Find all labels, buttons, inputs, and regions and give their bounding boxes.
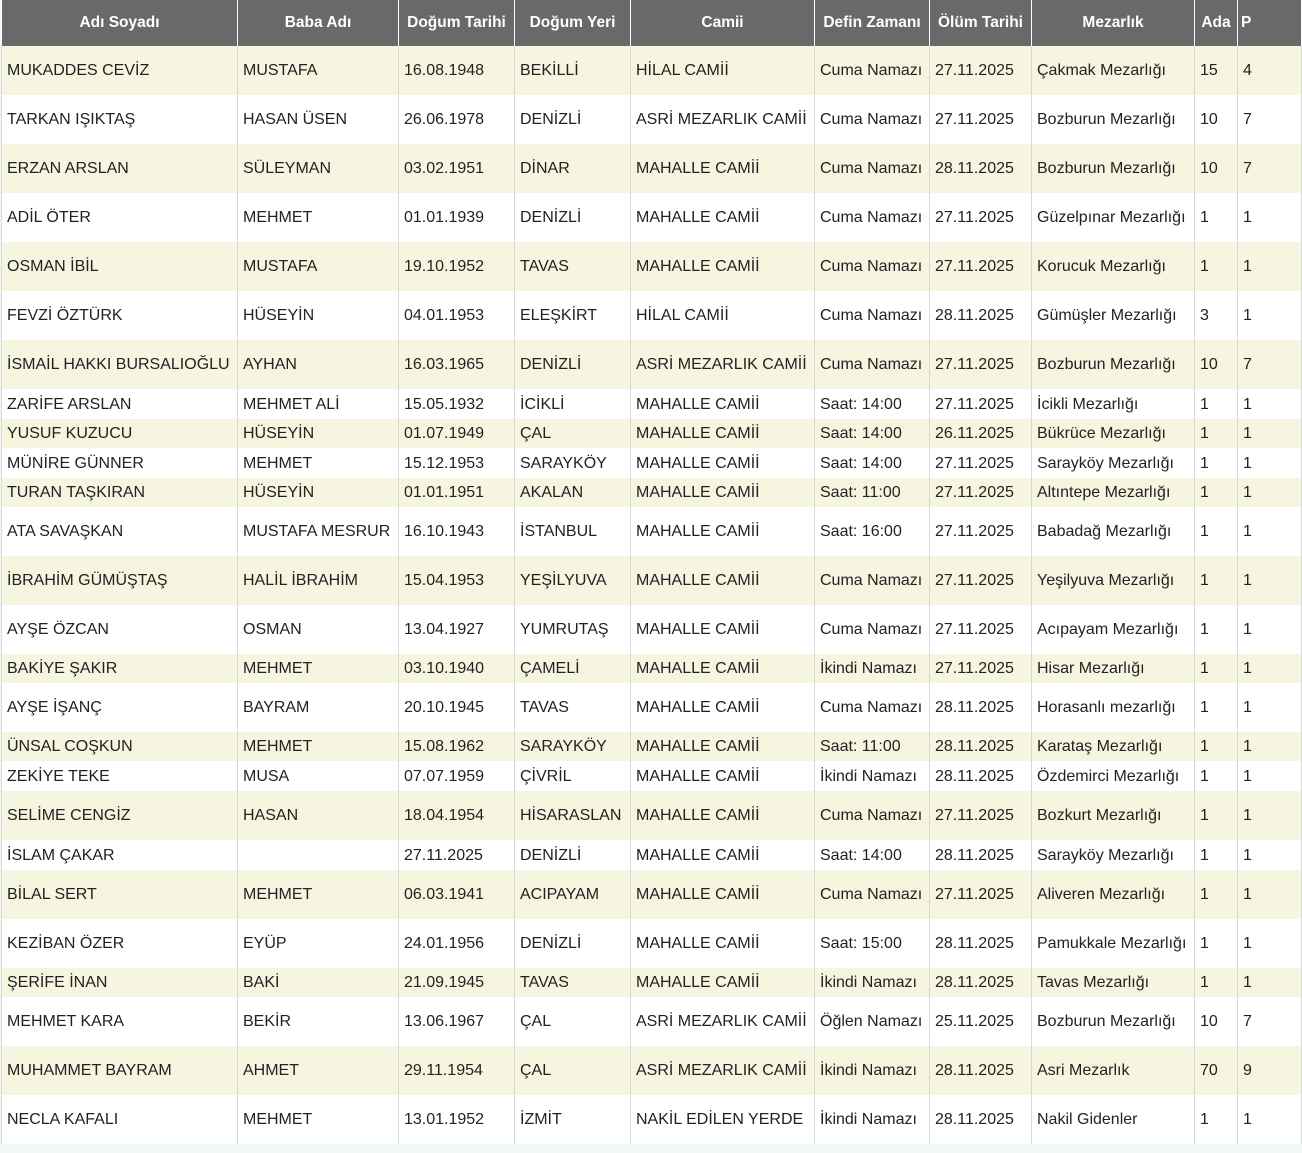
- cell-burial-time: Saat: 11:00: [815, 478, 930, 507]
- cell-death-date: 27.11.2025: [930, 870, 1032, 919]
- funeral-list-table: [1, 0, 1302, 1144]
- cell-mosque: MAHALLE CAMİİ: [631, 478, 815, 507]
- cell-father-name: BEKİR: [238, 997, 399, 1046]
- cell-ada: 10: [1195, 997, 1238, 1046]
- cell-father-name: BAKİ: [238, 968, 399, 997]
- cell-birth-date: 15.12.1953: [399, 448, 515, 478]
- cell-parsel: 1: [1238, 683, 1302, 732]
- cell-death-date: 28.11.2025: [930, 1046, 1032, 1095]
- cell-ada: 1: [1195, 193, 1238, 242]
- cell-death-date: 27.11.2025: [930, 478, 1032, 507]
- cell-burial-time: Saat: 14:00: [815, 840, 930, 870]
- table-row[interactable]: [2, 419, 1302, 448]
- cell-birth-place: YUMRUTAŞ: [515, 605, 631, 654]
- cell-ada: 1: [1195, 968, 1238, 997]
- cell-cemetery: Pamukkale Mezarlığı: [1032, 919, 1195, 968]
- column-header-burial-time[interactable]: Defin Zamanı: [815, 0, 930, 46]
- cell-birth-date: 07.07.1959: [399, 761, 515, 791]
- cell-cemetery: Korucuk Mezarlığı: [1032, 242, 1195, 291]
- table-row[interactable]: [2, 997, 1302, 1046]
- cell-death-date: 27.11.2025: [930, 340, 1032, 389]
- cell-mosque: MAHALLE CAMİİ: [631, 193, 815, 242]
- cell-death-date: 27.11.2025: [930, 389, 1032, 419]
- cell-birth-date: 13.01.1952: [399, 1095, 515, 1144]
- cell-parsel: 1: [1238, 507, 1302, 556]
- table-row[interactable]: [2, 507, 1302, 556]
- cell-ada: 1: [1195, 840, 1238, 870]
- cell-burial-time: Cuma Namazı: [815, 242, 930, 291]
- cell-burial-time: Saat: 14:00: [815, 419, 930, 448]
- cell-cemetery: Bozkurt Mezarlığı: [1032, 791, 1195, 840]
- cell-birth-place: YEŞİLYUVA: [515, 556, 631, 605]
- cell-birth-date: 20.10.1945: [399, 683, 515, 732]
- cell-cemetery: Yeşilyuva Mezarlığı: [1032, 556, 1195, 605]
- cell-mosque: MAHALLE CAMİİ: [631, 840, 815, 870]
- cell-cemetery: Sarayköy Mezarlığı: [1032, 840, 1195, 870]
- cell-cemetery: Sarayköy Mezarlığı: [1032, 448, 1195, 478]
- cell-burial-time: İkindi Namazı: [815, 1046, 930, 1095]
- cell-parsel: 1: [1238, 654, 1302, 683]
- cell-mosque: MAHALLE CAMİİ: [631, 654, 815, 683]
- cell-birth-place: BEKİLLİ: [515, 46, 631, 95]
- cell-ada: 1: [1195, 791, 1238, 840]
- cell-burial-time: Saat: 14:00: [815, 448, 930, 478]
- cell-mosque: HİLAL CAMİİ: [631, 46, 815, 95]
- cell-death-date: 28.11.2025: [930, 683, 1032, 732]
- cell-birth-place: TAVAS: [515, 242, 631, 291]
- cell-birth-place: İSTANBUL: [515, 507, 631, 556]
- cell-burial-time: İkindi Namazı: [815, 1095, 930, 1144]
- cell-mosque: MAHALLE CAMİİ: [631, 556, 815, 605]
- cell-birth-date: 01.07.1949: [399, 419, 515, 448]
- cell-parsel: 7: [1238, 144, 1302, 193]
- cell-burial-time: Saat: 14:00: [815, 389, 930, 419]
- table-row[interactable]: [2, 919, 1302, 968]
- cell-death-date: 27.11.2025: [930, 448, 1032, 478]
- cell-death-date: 28.11.2025: [930, 840, 1032, 870]
- cell-parsel: 1: [1238, 389, 1302, 419]
- column-header-cemetery[interactable]: Mezarlık: [1032, 0, 1195, 46]
- cell-parsel: 4: [1238, 46, 1302, 95]
- cell-ada: 1: [1195, 1095, 1238, 1144]
- cell-mosque: MAHALLE CAMİİ: [631, 761, 815, 791]
- cell-cemetery: Çakmak Mezarlığı: [1032, 46, 1195, 95]
- table-row[interactable]: [2, 556, 1302, 605]
- cell-parsel: 1: [1238, 968, 1302, 997]
- table-row[interactable]: [2, 683, 1302, 732]
- cell-father-name: MEHMET: [238, 732, 399, 761]
- cell-ada: 1: [1195, 870, 1238, 919]
- cell-ada: 1: [1195, 683, 1238, 732]
- cell-name: OSMAN İBİL: [2, 242, 238, 291]
- cell-burial-time: İkindi Namazı: [815, 968, 930, 997]
- cell-burial-time: Cuma Namazı: [815, 556, 930, 605]
- cell-burial-time: Cuma Namazı: [815, 144, 930, 193]
- cell-parsel: 1: [1238, 1095, 1302, 1144]
- cell-ada: 1: [1195, 448, 1238, 478]
- cell-ada: 1: [1195, 419, 1238, 448]
- cell-ada: 15: [1195, 46, 1238, 95]
- column-header-parsel[interactable]: P: [1238, 0, 1302, 46]
- cell-name: ZEKİYE TEKE: [2, 761, 238, 791]
- cell-birth-date: 13.04.1927: [399, 605, 515, 654]
- cell-father-name: AYHAN: [238, 340, 399, 389]
- cell-name: ATA SAVAŞKAN: [2, 507, 238, 556]
- cell-birth-date: 15.05.1932: [399, 389, 515, 419]
- cell-mosque: MAHALLE CAMİİ: [631, 419, 815, 448]
- cell-cemetery: Asri Mezarlık: [1032, 1046, 1195, 1095]
- cell-name: ADİL ÖTER: [2, 193, 238, 242]
- cell-name: ŞERİFE İNAN: [2, 968, 238, 997]
- cell-death-date: 27.11.2025: [930, 46, 1032, 95]
- cell-birth-date: 03.10.1940: [399, 654, 515, 683]
- column-header-name[interactable]: Adı Soyadı: [2, 0, 238, 46]
- cell-birth-place: ÇİVRİL: [515, 761, 631, 791]
- cell-ada: 10: [1195, 340, 1238, 389]
- cell-death-date: 28.11.2025: [930, 919, 1032, 968]
- cell-parsel: 7: [1238, 340, 1302, 389]
- cell-ada: 1: [1195, 605, 1238, 654]
- column-header-birth-date[interactable]: Doğum Tarihi: [399, 0, 515, 46]
- table-row[interactable]: [2, 654, 1302, 683]
- cell-cemetery: Altıntepe Mezarlığı: [1032, 478, 1195, 507]
- cell-death-date: 27.11.2025: [930, 791, 1032, 840]
- cell-burial-time: Cuma Namazı: [815, 46, 930, 95]
- table-row[interactable]: [2, 291, 1302, 340]
- table-row[interactable]: [2, 968, 1302, 997]
- cell-death-date: 27.11.2025: [930, 242, 1032, 291]
- cell-birth-place: HİSARASLAN: [515, 791, 631, 840]
- cell-death-date: 25.11.2025: [930, 997, 1032, 1046]
- cell-death-date: 27.11.2025: [930, 507, 1032, 556]
- cell-birth-place: TAVAS: [515, 683, 631, 732]
- column-header-ada[interactable]: Ada: [1195, 0, 1238, 46]
- cell-cemetery: Gümüşler Mezarlığı: [1032, 291, 1195, 340]
- cell-cemetery: Aliveren Mezarlığı: [1032, 870, 1195, 919]
- cell-parsel: 1: [1238, 840, 1302, 870]
- cell-name: ZARİFE ARSLAN: [2, 389, 238, 419]
- table-row[interactable]: [2, 144, 1302, 193]
- cell-father-name: HASAN ÜSEN: [238, 95, 399, 144]
- cell-birth-date: 21.09.1945: [399, 968, 515, 997]
- cell-mosque: MAHALLE CAMİİ: [631, 732, 815, 761]
- cell-death-date: 28.11.2025: [930, 291, 1032, 340]
- cell-burial-time: Saat: 15:00: [815, 919, 930, 968]
- cell-father-name: MUSTAFA: [238, 242, 399, 291]
- table-row[interactable]: [2, 46, 1302, 95]
- cell-name: BAKİYE ŞAKIR: [2, 654, 238, 683]
- column-header-birth-place[interactable]: Doğum Yeri: [515, 0, 631, 46]
- cell-parsel: 1: [1238, 448, 1302, 478]
- cell-cemetery: Acıpayam Mezarlığı: [1032, 605, 1195, 654]
- table-row[interactable]: [2, 478, 1302, 507]
- cell-ada: 1: [1195, 919, 1238, 968]
- cell-burial-time: Cuma Namazı: [815, 340, 930, 389]
- table-row[interactable]: [2, 389, 1302, 419]
- cell-parsel: 7: [1238, 997, 1302, 1046]
- cell-cemetery: Hisar Mezarlığı: [1032, 654, 1195, 683]
- table-row[interactable]: [2, 605, 1302, 654]
- cell-burial-time: Cuma Namazı: [815, 605, 930, 654]
- cell-cemetery: Bozburun Mezarlığı: [1032, 95, 1195, 144]
- cell-ada: 1: [1195, 732, 1238, 761]
- cell-mosque: MAHALLE CAMİİ: [631, 968, 815, 997]
- cell-death-date: 28.11.2025: [930, 732, 1032, 761]
- cell-mosque: MAHALLE CAMİİ: [631, 791, 815, 840]
- cell-parsel: 1: [1238, 870, 1302, 919]
- table-row[interactable]: [2, 761, 1302, 791]
- cell-cemetery: Karataş Mezarlığı: [1032, 732, 1195, 761]
- cell-burial-time: Cuma Namazı: [815, 193, 930, 242]
- cell-mosque: MAHALLE CAMİİ: [631, 242, 815, 291]
- cell-mosque: ASRİ MEZARLIK CAMİİ: [631, 95, 815, 144]
- cell-cemetery: Bozburun Mezarlığı: [1032, 144, 1195, 193]
- cell-father-name: MUSTAFA: [238, 46, 399, 95]
- cell-name: NECLA KAFALI: [2, 1095, 238, 1144]
- table-row[interactable]: [2, 791, 1302, 840]
- cell-birth-place: İZMİT: [515, 1095, 631, 1144]
- cell-ada: 1: [1195, 761, 1238, 791]
- cell-mosque: MAHALLE CAMİİ: [631, 683, 815, 732]
- cell-mosque: MAHALLE CAMİİ: [631, 389, 815, 419]
- cell-name: YUSUF KUZUCU: [2, 419, 238, 448]
- cell-mosque: HİLAL CAMİİ: [631, 291, 815, 340]
- cell-mosque: MAHALLE CAMİİ: [631, 870, 815, 919]
- table-row[interactable]: [2, 732, 1302, 761]
- cell-mosque: MAHALLE CAMİİ: [631, 919, 815, 968]
- cell-cemetery: Bükrüce Mezarlığı: [1032, 419, 1195, 448]
- cell-birth-date: 03.02.1951: [399, 144, 515, 193]
- cell-burial-time: Cuma Namazı: [815, 291, 930, 340]
- cell-parsel: 9: [1238, 1046, 1302, 1095]
- cell-name: AYŞE ÖZCAN: [2, 605, 238, 654]
- cell-birth-place: TAVAS: [515, 968, 631, 997]
- cell-parsel: 1: [1238, 732, 1302, 761]
- table-row[interactable]: [2, 340, 1302, 389]
- cell-mosque: MAHALLE CAMİİ: [631, 448, 815, 478]
- cell-birth-place: DENİZLİ: [515, 919, 631, 968]
- cell-burial-time: Cuma Namazı: [815, 683, 930, 732]
- cell-death-date: 26.11.2025: [930, 419, 1032, 448]
- cell-name: TARKAN IŞIKTAŞ: [2, 95, 238, 144]
- column-header-father-name[interactable]: Baba Adı: [238, 0, 399, 46]
- cell-birth-date: 16.10.1943: [399, 507, 515, 556]
- cell-burial-time: Saat: 16:00: [815, 507, 930, 556]
- cell-ada: 3: [1195, 291, 1238, 340]
- table-body: [2, 46, 1302, 1144]
- cell-death-date: 27.11.2025: [930, 193, 1032, 242]
- cell-name: ERZAN ARSLAN: [2, 144, 238, 193]
- cell-father-name: HASAN: [238, 791, 399, 840]
- cell-father-name: MEHMET: [238, 193, 399, 242]
- cell-father-name: SÜLEYMAN: [238, 144, 399, 193]
- cell-mosque: ASRİ MEZARLIK CAMİİ: [631, 340, 815, 389]
- cell-ada: 70: [1195, 1046, 1238, 1095]
- cell-death-date: 27.11.2025: [930, 605, 1032, 654]
- cell-cemetery: İcikli Mezarlığı: [1032, 389, 1195, 419]
- cell-cemetery: Özdemirci Mezarlığı: [1032, 761, 1195, 791]
- table-row[interactable]: [2, 193, 1302, 242]
- cell-parsel: 1: [1238, 605, 1302, 654]
- cell-birth-place: ELEŞKİRT: [515, 291, 631, 340]
- cell-birth-date: 27.11.2025: [399, 840, 515, 870]
- cell-death-date: 28.11.2025: [930, 1095, 1032, 1144]
- table-row[interactable]: [2, 242, 1302, 291]
- cell-father-name: HALİL İBRAHİM: [238, 556, 399, 605]
- column-header-death-date[interactable]: Ölüm Tarihi: [930, 0, 1032, 46]
- cell-name: MÜNİRE GÜNNER: [2, 448, 238, 478]
- table-row[interactable]: [2, 1046, 1302, 1095]
- table-row[interactable]: [2, 870, 1302, 919]
- cell-ada: 1: [1195, 242, 1238, 291]
- cell-name: İSMAİL HAKKI BURSALIOĞLU: [2, 340, 238, 389]
- cell-death-date: 28.11.2025: [930, 968, 1032, 997]
- cell-ada: 10: [1195, 95, 1238, 144]
- cell-birth-place: DENİZLİ: [515, 193, 631, 242]
- cell-name: MEHMET KARA: [2, 997, 238, 1046]
- cell-birth-date: 16.08.1948: [399, 46, 515, 95]
- cell-burial-time: Cuma Namazı: [815, 95, 930, 144]
- cell-father-name: MEHMET ALİ: [238, 389, 399, 419]
- cell-parsel: 1: [1238, 761, 1302, 791]
- cell-mosque: MAHALLE CAMİİ: [631, 507, 815, 556]
- cell-birth-place: ÇAMELİ: [515, 654, 631, 683]
- cell-father-name: MEHMET: [238, 870, 399, 919]
- cell-name: KEZİBAN ÖZER: [2, 919, 238, 968]
- column-header-mosque[interactable]: Camii: [631, 0, 815, 46]
- cell-parsel: 1: [1238, 556, 1302, 605]
- cell-parsel: 1: [1238, 291, 1302, 340]
- cell-burial-time: İkindi Namazı: [815, 654, 930, 683]
- cell-burial-time: Saat: 11:00: [815, 732, 930, 761]
- cell-father-name: [238, 840, 399, 870]
- cell-birth-place: SARAYKÖY: [515, 732, 631, 761]
- cell-birth-date: 18.04.1954: [399, 791, 515, 840]
- cell-ada: 1: [1195, 389, 1238, 419]
- cell-birth-date: 26.06.1978: [399, 95, 515, 144]
- table-row[interactable]: [2, 95, 1302, 144]
- table-row[interactable]: [2, 840, 1302, 870]
- cell-cemetery: Bozburun Mezarlığı: [1032, 997, 1195, 1046]
- cell-mosque: ASRİ MEZARLIK CAMİİ: [631, 1046, 815, 1095]
- cell-cemetery: Bozburun Mezarlığı: [1032, 340, 1195, 389]
- cell-birth-date: 01.01.1939: [399, 193, 515, 242]
- cell-cemetery: Güzelpınar Mezarlığı: [1032, 193, 1195, 242]
- cell-death-date: 28.11.2025: [930, 144, 1032, 193]
- cell-name: ÜNSAL COŞKUN: [2, 732, 238, 761]
- cell-name: İBRAHİM GÜMÜŞTAŞ: [2, 556, 238, 605]
- table-row[interactable]: [2, 448, 1302, 478]
- cell-name: MUKADDES CEVİZ: [2, 46, 238, 95]
- cell-ada: 1: [1195, 478, 1238, 507]
- cell-father-name: MUSA: [238, 761, 399, 791]
- cell-burial-time: Cuma Namazı: [815, 791, 930, 840]
- cell-burial-time: İkindi Namazı: [815, 761, 930, 791]
- cell-parsel: 1: [1238, 919, 1302, 968]
- cell-father-name: AHMET: [238, 1046, 399, 1095]
- cell-birth-place: ACIPAYAM: [515, 870, 631, 919]
- cell-cemetery: Tavas Mezarlığı: [1032, 968, 1195, 997]
- cell-name: AYŞE İŞANÇ: [2, 683, 238, 732]
- cell-name: BİLAL SERT: [2, 870, 238, 919]
- cell-mosque: MAHALLE CAMİİ: [631, 605, 815, 654]
- cell-death-date: 27.11.2025: [930, 95, 1032, 144]
- cell-father-name: MEHMET: [238, 1095, 399, 1144]
- cell-ada: 1: [1195, 654, 1238, 683]
- cell-parsel: 7: [1238, 95, 1302, 144]
- cell-father-name: HÜSEYİN: [238, 478, 399, 507]
- cell-birth-place: ÇAL: [515, 997, 631, 1046]
- cell-father-name: HÜSEYİN: [238, 291, 399, 340]
- cell-ada: 1: [1195, 507, 1238, 556]
- cell-parsel: 1: [1238, 242, 1302, 291]
- cell-birth-place: SARAYKÖY: [515, 448, 631, 478]
- cell-birth-place: AKALAN: [515, 478, 631, 507]
- cell-birth-date: 01.01.1951: [399, 478, 515, 507]
- cell-birth-date: 24.01.1956: [399, 919, 515, 968]
- table-header-row: [2, 0, 1302, 46]
- cell-name: İSLAM ÇAKAR: [2, 840, 238, 870]
- cell-ada: 1: [1195, 556, 1238, 605]
- cell-father-name: HÜSEYİN: [238, 419, 399, 448]
- cell-birth-place: DENİZLİ: [515, 340, 631, 389]
- cell-birth-place: DENİZLİ: [515, 840, 631, 870]
- cell-cemetery: Nakil Gidenler: [1032, 1095, 1195, 1144]
- table-row[interactable]: [2, 1095, 1302, 1144]
- cell-name: TURAN TAŞKIRAN: [2, 478, 238, 507]
- cell-birth-date: 19.10.1952: [399, 242, 515, 291]
- cell-father-name: BAYRAM: [238, 683, 399, 732]
- cell-parsel: 1: [1238, 478, 1302, 507]
- cell-parsel: 1: [1238, 193, 1302, 242]
- cell-mosque: NAKİL EDİLEN YERDE: [631, 1095, 815, 1144]
- cell-burial-time: Cuma Namazı: [815, 870, 930, 919]
- cell-name: SELİME CENGİZ: [2, 791, 238, 840]
- cell-birth-place: ÇAL: [515, 419, 631, 448]
- cell-death-date: 27.11.2025: [930, 654, 1032, 683]
- cell-mosque: ASRİ MEZARLIK CAMİİ: [631, 997, 815, 1046]
- cell-father-name: MUSTAFA MESRUR: [238, 507, 399, 556]
- cell-birth-date: 29.11.1954: [399, 1046, 515, 1095]
- cell-birth-date: 15.04.1953: [399, 556, 515, 605]
- cell-father-name: EYÜP: [238, 919, 399, 968]
- cell-birth-place: DENİZLİ: [515, 95, 631, 144]
- cell-birth-place: İCİKLİ: [515, 389, 631, 419]
- cell-birth-date: 06.03.1941: [399, 870, 515, 919]
- cell-birth-date: 16.03.1965: [399, 340, 515, 389]
- cell-parsel: 1: [1238, 791, 1302, 840]
- cell-name: FEVZİ ÖZTÜRK: [2, 291, 238, 340]
- cell-name: MUHAMMET BAYRAM: [2, 1046, 238, 1095]
- cell-burial-time: Öğlen Namazı: [815, 997, 930, 1046]
- cell-father-name: OSMAN: [238, 605, 399, 654]
- cell-ada: 10: [1195, 144, 1238, 193]
- cell-death-date: 28.11.2025: [930, 761, 1032, 791]
- cell-birth-date: 04.01.1953: [399, 291, 515, 340]
- cell-death-date: 27.11.2025: [930, 556, 1032, 605]
- cell-father-name: MEHMET: [238, 654, 399, 683]
- cell-parsel: 1: [1238, 419, 1302, 448]
- cell-birth-date: 13.06.1967: [399, 997, 515, 1046]
- cell-cemetery: Horasanlı mezarlığı: [1032, 683, 1195, 732]
- cell-birth-place: DİNAR: [515, 144, 631, 193]
- cell-cemetery: Babadağ Mezarlığı: [1032, 507, 1195, 556]
- cell-birth-date: 15.08.1962: [399, 732, 515, 761]
- cell-father-name: MEHMET: [238, 448, 399, 478]
- cell-mosque: MAHALLE CAMİİ: [631, 144, 815, 193]
- cell-birth-place: ÇAL: [515, 1046, 631, 1095]
